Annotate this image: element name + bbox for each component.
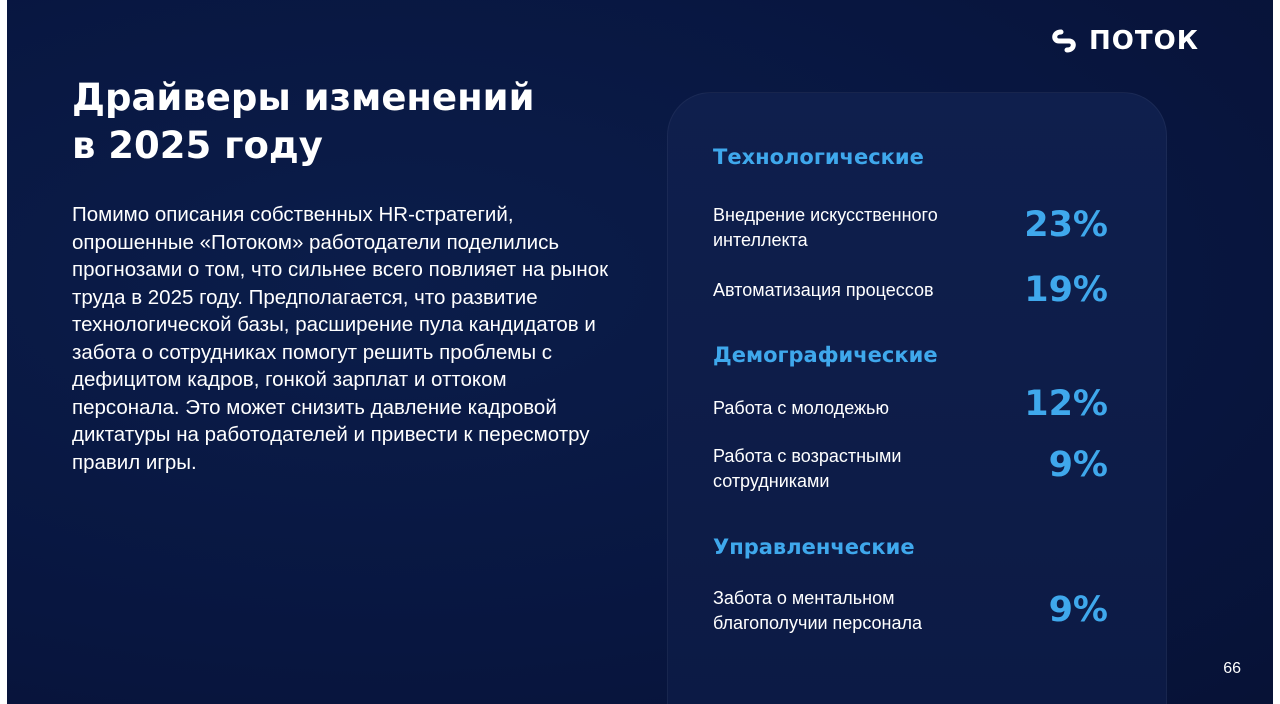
body-paragraph: Помимо описания собственных HR-стратегий, опрошенные «Потоком» работодатели поделились прогнозами о том, что сильнее всего повлияет на рынок труда в 2025 году. Предполагается, что развитие технологической базы, расширение пула кандидатов и забота о сотрудниках помогут решить проблемы с дефицитом кадров, гонкой зарплат и оттоком персонала. Это может снизить давление кадровой диктатуры на работодателей и привести к пересмотру правил игры. <box>72 203 609 474</box>
page-title <box>72 74 632 170</box>
item-label-youth: Работа с молодежью <box>713 398 889 418</box>
item-label-mental-wellbeing: Забота о ментальном благополучии персонала <box>713 588 922 633</box>
item-label-automation: Автоматизация процессов <box>713 280 934 300</box>
page-number: 66 <box>1223 660 1241 677</box>
item-label-senior-staff: Работа с возрастными сотрудниками <box>713 446 902 491</box>
s-wave-logo-icon <box>1049 28 1079 54</box>
item-value-senior-staff: 9% <box>1048 445 1108 485</box>
item-value-automation: 19% <box>1024 270 1108 310</box>
category-title-managerial: Управленческие <box>713 535 915 559</box>
category-title-technological: Технологические <box>713 145 924 169</box>
item-value-mental-wellbeing: 9% <box>1048 590 1108 630</box>
category-title-demographic: Демографические <box>713 343 938 367</box>
item-value-youth: 12% <box>1024 384 1108 424</box>
slide <box>7 0 1273 704</box>
drivers-panel <box>667 92 1167 704</box>
logo <box>1049 26 1199 56</box>
logo-text: ПОТОК <box>1089 26 1199 56</box>
item-label-ai: Внедрение искусственного интеллекта <box>713 205 938 250</box>
title-line-1: Драйверы изменений <box>72 76 535 119</box>
item-value-ai: 23% <box>1024 205 1108 245</box>
title-line-2: в 2025 году <box>72 124 323 167</box>
